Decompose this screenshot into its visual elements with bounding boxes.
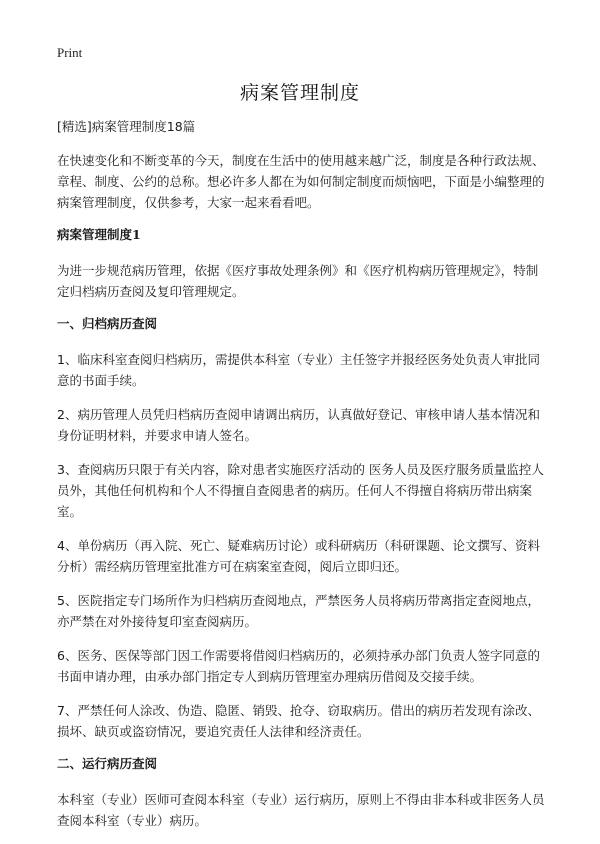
rule-item: 1、临床科室查阅归档病历，需提供本科室（专业）主任签字并报经医务处负责人审批同意的书面手续。 bbox=[57, 352, 540, 388]
part-heading: 一、归档病历查阅 bbox=[57, 316, 158, 331]
document-body bbox=[57, 118, 546, 844]
intro-paragraph: 在快速变化和不断变革的今天，制度在生活中的使用越来越广泛，制度是各种行政法规、章程、制度、公约的总称。想必许多人都在为如何制定制度而烦恼吧，下面是小编整理的病案管理制度，仅供参考，大家一起来看看吧。 bbox=[57, 153, 545, 210]
rule-item: 2、病历管理人员凭归档病历查阅申请调出病历，认真做好登记、审核申请人基本情况和身份证明材料，并要求申请人签名。 bbox=[57, 407, 540, 443]
rule-item: 6、医务、医保等部门因工作需要将借阅归档病历的，必须持承办部门负责人签字同意的书面申请办理，由承办部门指定专人到病历管理室办理病历借阅及交接手续。 bbox=[57, 648, 540, 684]
rule-item: 7、严禁任何人涂改、伪造、隐匿、销毁、抢夺、窃取病历。借出的病历若发现有涂改、损坏、缺页或盗窃情况，要追究责任人法律和经济责任。 bbox=[57, 703, 540, 739]
print-link[interactable]: Print bbox=[57, 45, 83, 60]
page-title: 病案管理制度 bbox=[239, 82, 360, 104]
part-heading: 二、运行病历查阅 bbox=[57, 756, 158, 771]
rule-item: 5、医院指定专门场所作为归档病历查阅地点，严禁医务人员将病历带离指定查阅地点，亦严禁在对外接待复印室查阅病历。 bbox=[57, 593, 540, 629]
document-subtitle: [精选]病案管理制度18篇 bbox=[57, 119, 196, 134]
part-paragraph: 本科室（专业）医师可查阅本科室（专业）运行病历，原则上不得由非本科或非医务人员查阅本科室（专业）病历。 bbox=[57, 792, 545, 828]
rule-item: 3、查阅病历只限于有关内容，除对患者实施医疗活动的 医务人员及医疗服务质量监控人员外，其他任何机构和个人不得擅自查阅患者的病历。任何人不得擅自将病历带出病案室。 bbox=[57, 462, 544, 519]
section-intro-paragraph: 为进一步规范病历管理，依据《医疗事故处理条例》和《医疗机构病历管理规定》，特制定归档病历查阅及复印管理规定。 bbox=[57, 263, 539, 299]
section-heading: 病案管理制度1 bbox=[57, 227, 141, 242]
rule-item: 4、单份病历（再入院、死亡、疑难病历讨论）或科研病历（科研课题、论文撰写、资料分析）需经病历管理室批准方可在病案室查阅，阅后立即归还。 bbox=[57, 538, 540, 574]
